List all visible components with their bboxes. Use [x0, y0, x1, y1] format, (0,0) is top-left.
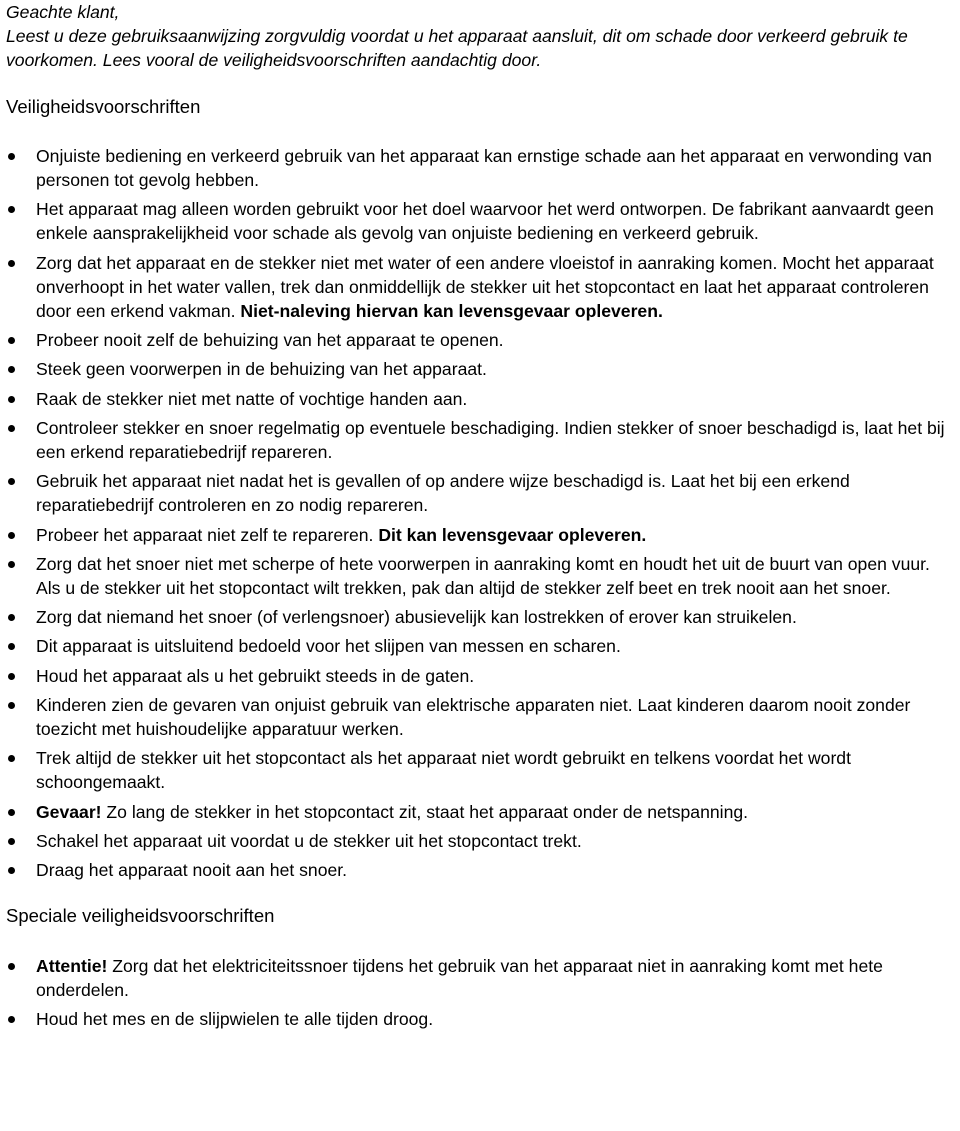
list-item [6, 552, 960, 600]
list-item [6, 328, 960, 352]
bullet-icon [8, 673, 15, 680]
section-title-safety: Veiligheidsvoorschriften [6, 95, 201, 117]
item-text: Trek altijd de stekker uit het stopcontact als het apparaat niet wordt gebruikt en telkens voordat het wordt schoongemaakt. [36, 748, 851, 793]
bullet-icon [8, 532, 15, 539]
bullet-icon [8, 963, 15, 970]
bullet-icon [8, 809, 15, 816]
bullet-icon [8, 643, 15, 650]
list-item [6, 800, 960, 824]
item-text: Raak de stekker niet met natte of vochtige handen aan. [36, 388, 468, 409]
bullet-icon [8, 206, 15, 213]
item-text: Gebruik het apparaat niet nadat het is gevallen of op andere wijze beschadigd is. Laat het bij een erkend reparatiebedrijf controleren en zo nodig repareren. [36, 471, 850, 516]
item-text: Draag het apparaat nooit aan het snoer. [36, 860, 348, 881]
item-text: Probeer het apparaat niet zelf te repareren. [36, 524, 379, 545]
item-text: Zorg dat het elektriciteitssnoer tijdens het gebruik van het apparaat niet in aanraking komt met hete onderdelen. [36, 955, 883, 1000]
bullet-icon [8, 867, 15, 874]
list-item [6, 664, 960, 688]
bullet-icon [8, 366, 15, 373]
greeting: Geachte klant, [6, 2, 120, 22]
item-lead: Attentie! [36, 955, 108, 976]
intro-text: Leest u deze gebruiksaanwijzing zorgvuldig voordat u het apparaat aansluit, dit om schade door verkeerd gebruik te voorkomen. Lees vooral de veiligheidsvoorschriften aandachtig door. [6, 26, 908, 71]
list-item [6, 387, 960, 411]
intro [6, 0, 960, 73]
item-text: Zorg dat het apparaat en de stekker niet met water of een andere vloeistof in aanraking komen. Mocht het apparaat onverhoopt in het water vallen, trek dan onmiddellijk de stekker uit het stopcontact en laat het apparaat controleren door een erkend vakman. [36, 252, 934, 322]
bullet-icon [8, 478, 15, 485]
item-text: Zorg dat het snoer niet met scherpe of hete voorwerpen in aanraking komt en houdt het uit de buurt van open vuur. Als u de stekker uit het stopcontact wilt trekken, pak dan altijd de stekker zelf beet en trek nooit aan het snoer. [36, 553, 930, 599]
bullet-icon [8, 702, 15, 709]
list-item [6, 144, 960, 192]
item-text: Dit apparaat is uitsluitend bedoeld voor het slijpen van messen en scharen. [36, 636, 621, 657]
list-item [6, 357, 960, 381]
special-safety-list [6, 954, 960, 1032]
list-item [6, 416, 960, 464]
item-text: Controleer stekker en snoer regelmatig op eventuele beschadiging. Indien stekker of snoer beschadigd is, laat het bij een erkend reparatiebedrijf repareren. [36, 417, 945, 463]
section-title-special: Speciale veiligheidsvoorschriften [6, 905, 275, 927]
list-item [6, 523, 960, 547]
bullet-icon [8, 755, 15, 762]
bullet-icon [8, 337, 15, 344]
item-text: Zorg dat niemand het snoer (of verlengsnoer) abusievelijk kan lostrekken of erover kan struikelen. [36, 607, 797, 628]
item-text: Steek geen voorwerpen in de behuizing van het apparaat. [36, 359, 487, 380]
bullet-icon [8, 153, 15, 160]
list-item [6, 251, 960, 324]
item-text: Onjuiste bediening en verkeerd gebruik van het apparaat kan ernstige schade aan het apparaat en verwonding van personen tot gevolg hebben. [36, 145, 932, 191]
item-text: Het apparaat mag alleen worden gebruikt voor het doel waarvoor het werd ontworpen. De fabrikant aanvaardt geen enkele aansprakelijkheid voor schade als gevolg van onjuiste bediening en verkeerd gebruik. [36, 199, 934, 244]
item-text: Houd het mes en de slijpwielen te alle tijden droog. [36, 1008, 434, 1029]
list-item [6, 469, 960, 517]
list-item [6, 746, 960, 794]
list-item [6, 829, 960, 853]
bullet-icon [8, 425, 15, 432]
list-item [6, 1007, 960, 1031]
bullet-icon [8, 614, 15, 621]
item-lead: Gevaar! [36, 801, 102, 822]
list-item [6, 954, 960, 1002]
bullet-icon [8, 396, 15, 403]
list-item [6, 693, 960, 741]
item-warning: Niet-naleving hiervan kan levensgevaar opleveren. [240, 301, 663, 322]
bullet-icon [8, 561, 15, 568]
list-item [6, 858, 960, 882]
item-warning: Dit kan levensgevaar opleveren. [378, 524, 647, 545]
list-item [6, 634, 960, 658]
item-text: Probeer nooit zelf de behuizing van het apparaat te openen. [36, 330, 504, 351]
bullet-icon [8, 838, 15, 845]
item-text: Houd het apparaat als u het gebruikt steeds in de gaten. [36, 665, 475, 686]
item-text: Schakel het apparaat uit voordat u de stekker uit het stopcontact trekt. [36, 830, 582, 851]
list-item [6, 605, 960, 629]
bullet-icon [8, 1016, 15, 1023]
item-text: Zo lang de stekker in het stopcontact zit, staat het apparaat onder de netspanning. [101, 801, 749, 822]
list-item [6, 197, 960, 245]
item-text: Kinderen zien de gevaren van onjuist gebruik van elektrische apparaten niet. Laat kinderen daarom nooit zonder toezicht met huishoudelijke apparatuur werken. [36, 694, 911, 740]
bullet-icon [8, 260, 15, 267]
safety-list [6, 144, 960, 882]
